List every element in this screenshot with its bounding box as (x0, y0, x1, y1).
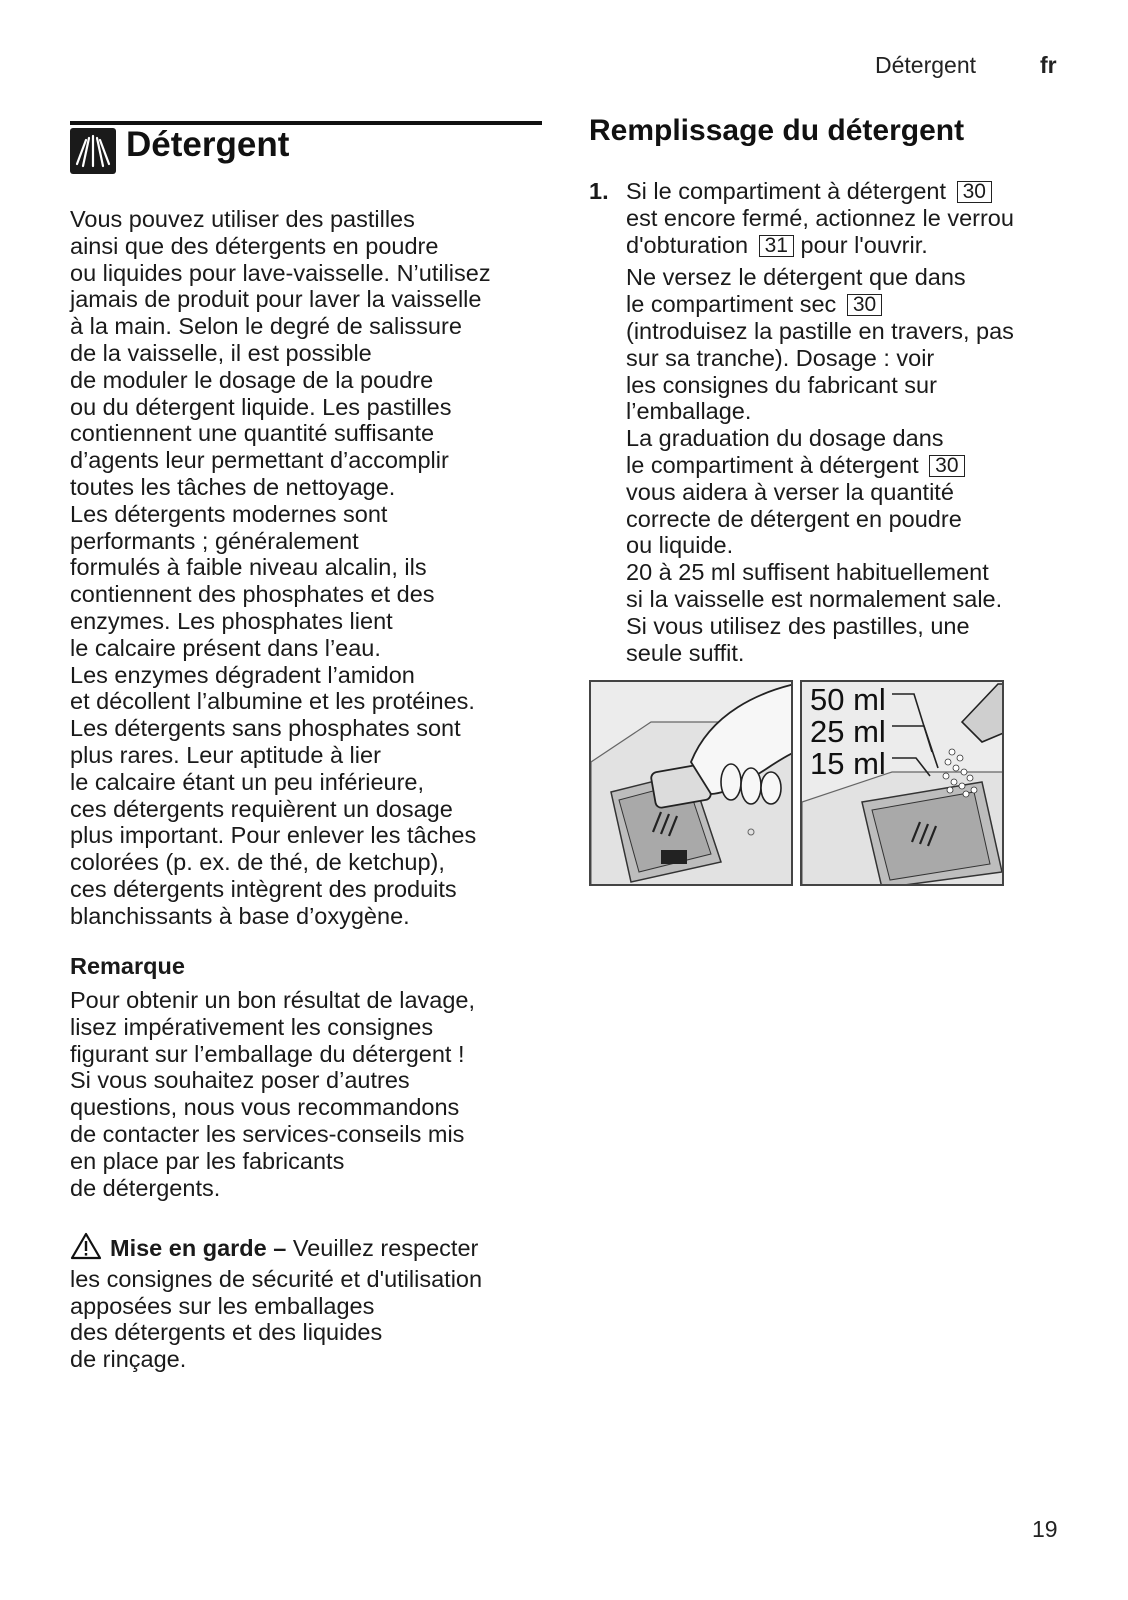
body-line: enzymes. Les phosphates lient (70, 607, 393, 634)
body-line: formulés à faible niveau alcalin, ils (70, 554, 427, 581)
note-line: figurant sur l’emballage du détergent ! (70, 1040, 465, 1067)
ref-compartment-30: 30 (929, 455, 964, 477)
section-title: Détergent (126, 125, 290, 164)
running-header-section: Détergent (875, 52, 977, 78)
warning-line: apposées sur les emballages (70, 1292, 375, 1319)
body-line: contiennent une quantité suffisante (70, 420, 435, 447)
step-line: 20 à 25 ml suffisent habituellement (626, 559, 989, 586)
warning-line: de rinçage. (70, 1346, 187, 1373)
body-line: contiennent des phosphates et des (70, 581, 435, 608)
running-header-language: fr (1040, 52, 1057, 78)
step-line: correcte de détergent en poudre (626, 505, 962, 532)
note-line: de contacter les services-conseils mis (70, 1120, 465, 1147)
note-line: lisez impérativement les consignes (70, 1013, 434, 1040)
warning-text-first: Veuillez respecter (286, 1235, 479, 1261)
warning-triangle-icon (70, 1232, 102, 1266)
step-instructions (626, 178, 1066, 672)
volume-label-25: 25 ml (810, 714, 886, 749)
body-line: ou liquides pour lave-vaisselle. N’utilisez (70, 259, 491, 286)
body-line: plus important. Pour enlever les tâches (70, 822, 477, 849)
warning-line: des détergents et des liquides (70, 1319, 383, 1346)
step-paragraph-graduation: La graduation du dosage dans le compartiment à détergent 30 vous aidera à verser la quantité correcte de détergent en poudre ou liquide. 20 à 25 ml suffisent habituellement si la vaisselle est normalement sale. Si vous utilisez des pastilles, une seule suffit. (626, 425, 1066, 666)
note-line: de détergents. (70, 1174, 221, 1201)
ref-lock-31: 31 (759, 235, 794, 257)
body-line: Les enzymes dégradent l’amidon (70, 661, 415, 688)
body-line: jamais de produit pour laver la vaisselle (70, 286, 482, 313)
detergent-description (70, 206, 550, 930)
step-line: sur sa tranche). Dosage : voir (626, 344, 935, 371)
body-line: toutes les tâches de nettoyage. (70, 473, 396, 500)
warning-block (70, 1232, 550, 1373)
body-line: performants ; généralement (70, 527, 359, 554)
body-line: colorées (p. ex. de thé, de ketchup), (70, 849, 445, 876)
body-line: de la vaisselle, il est possible (70, 339, 372, 366)
step-line: (introduisez la pastille en travers, pas (626, 317, 1014, 344)
step-line: si la vaisselle est normalement sale. (626, 585, 1003, 612)
ref-compartment-30: 30 (847, 294, 882, 316)
note-line: Pour obtenir un bon résultat de lavage, (70, 987, 475, 1013)
tablet-insertion-illustration (589, 680, 793, 886)
step-number: 1. (589, 178, 609, 204)
body-line: ces détergents intègrent des produits (70, 875, 457, 902)
note-line: Si vous souhaitez poser d’autres (70, 1067, 410, 1094)
step-line: seule suffit. (626, 639, 745, 666)
page-number: 19 (1032, 1516, 1058, 1542)
ref-compartment-30: 30 (957, 181, 992, 203)
body-line: Vous pouvez utiliser des pastilles (70, 206, 415, 232)
note-line: questions, nous vous recommandons (70, 1094, 460, 1121)
body-line: blanchissants à base d’oxygène. (70, 902, 410, 929)
step-line: ou liquide. (626, 532, 734, 559)
body-line: plus rares. Leur aptitude à lier (70, 741, 381, 768)
body-line: d’agents leur permettant d’accomplir (70, 447, 449, 474)
step-line: Si vous utilisez des pastilles, une (626, 612, 970, 639)
body-line: à la main. Selon le degré de salissure (70, 313, 462, 340)
step-paragraph-open: Si le compartiment à détergent 30 est encore fermé, actionnez le verrou d'obturation 31 pour l'ouvrir. (626, 178, 1014, 258)
body-line: ainsi que des détergents en poudre (70, 232, 439, 259)
dosage-graduation-illustration (800, 680, 1004, 886)
body-line: ou du détergent liquide. Les pastilles (70, 393, 452, 420)
volume-label-50: 50 ml (810, 682, 886, 717)
body-line: ces détergents requièrent un dosage (70, 795, 453, 822)
step-line: l’emballage. (626, 398, 752, 425)
volume-label-15: 15 ml (810, 746, 886, 781)
filling-title: Remplissage du détergent (589, 114, 965, 147)
body-line: le calcaire présent dans l’eau. (70, 634, 381, 661)
note-text (70, 987, 550, 1201)
step-line: vous aidera à verser la quantité (626, 478, 954, 505)
step-line: les consignes du fabricant sur (626, 371, 937, 398)
note-line: en place par les fabricants (70, 1147, 345, 1174)
body-line: Les détergents sans phosphates sont (70, 715, 461, 742)
body-line: de moduler le dosage de la poudre (70, 366, 434, 393)
step-paragraph-dosage: Ne versez le détergent que dans le compartiment sec 30 (introduisez la pastille en travers, pas sur sa tranche). Dosage : voir les consignes du fabricant sur l’emballage. (626, 264, 1066, 425)
body-line: et décollent l’albumine et les protéines. (70, 688, 475, 715)
warning-line: les consignes de sécurité et d'utilisation (70, 1265, 483, 1292)
body-line: Les détergents modernes sont (70, 500, 388, 527)
warning-label: Mise en garde – (110, 1235, 287, 1261)
detergent-icon (70, 128, 116, 174)
body-line: le calcaire étant un peu inférieure, (70, 768, 425, 795)
note-heading: Remarque (70, 953, 185, 979)
